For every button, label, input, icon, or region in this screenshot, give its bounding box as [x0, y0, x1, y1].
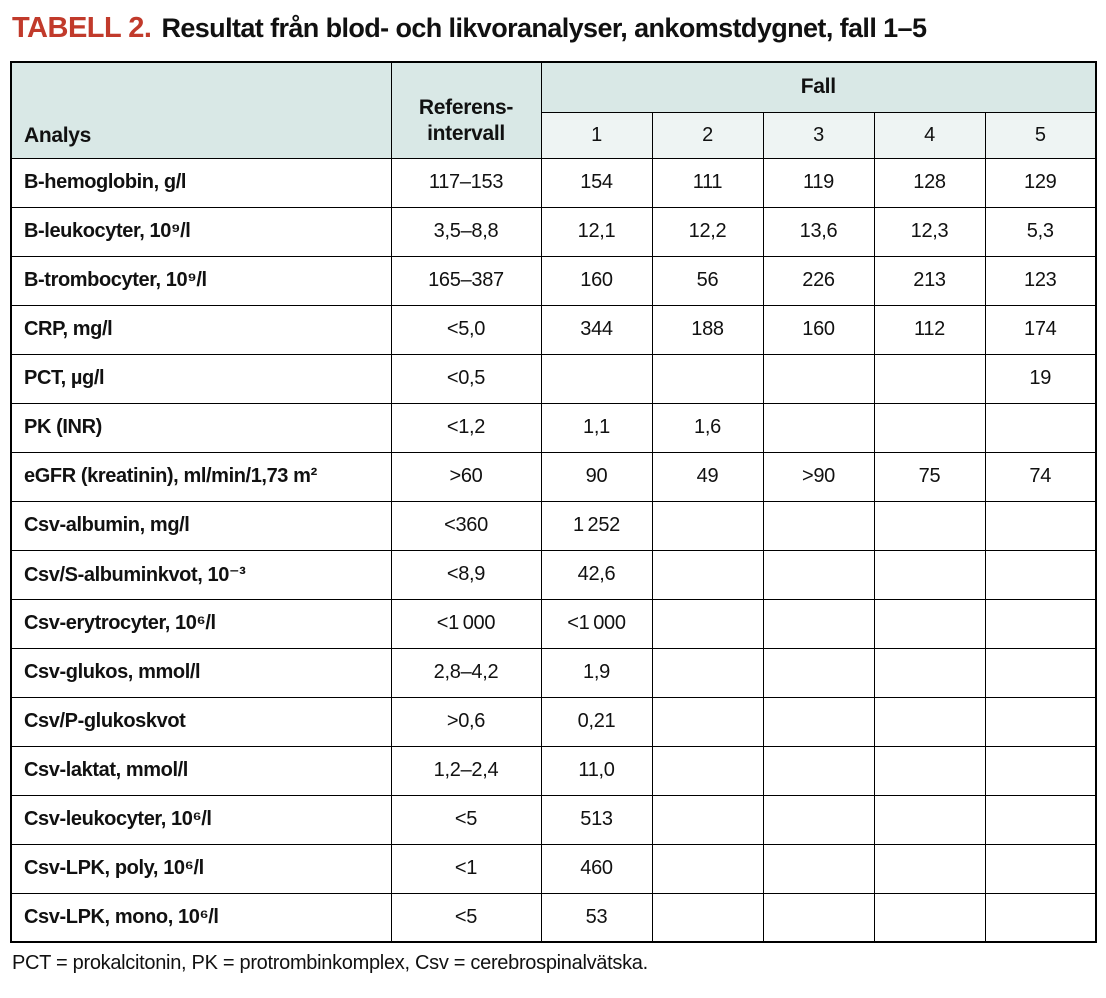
- analysis-name: Csv-leukocyter, 10⁶/l: [11, 795, 391, 844]
- case-3-value: >90: [763, 452, 874, 501]
- analysis-name: Csv-LPK, mono, 10⁶/l: [11, 893, 391, 942]
- case-3-value: [763, 354, 874, 403]
- reference-interval: <5: [391, 795, 541, 844]
- col-header-case-4: 4: [874, 112, 985, 158]
- case-2-value: 49: [652, 452, 763, 501]
- case-3-value: [763, 697, 874, 746]
- case-5-value: [985, 795, 1096, 844]
- case-3-value: [763, 893, 874, 942]
- case-3-value: [763, 795, 874, 844]
- case-2-value: [652, 501, 763, 550]
- referens-line1: Referens-: [418, 96, 514, 119]
- case-4-value: [874, 599, 985, 648]
- case-4-value: [874, 501, 985, 550]
- case-5-value: 174: [985, 305, 1096, 354]
- case-4-value: [874, 746, 985, 795]
- table-row: [11, 256, 1096, 305]
- analysis-name: Csv-albumin, mg/l: [11, 501, 391, 550]
- table-row: [11, 501, 1096, 550]
- case-1-value: 90: [541, 452, 652, 501]
- analysis-name: Csv-glukos, mmol/l: [11, 648, 391, 697]
- case-5-value: [985, 550, 1096, 599]
- table-header: [11, 62, 1096, 158]
- table-row: [11, 648, 1096, 697]
- analysis-name: B-trombocyter, 10⁹/l: [11, 256, 391, 305]
- case-4-value: 128: [874, 158, 985, 207]
- case-2-value: 188: [652, 305, 763, 354]
- case-5-value: [985, 648, 1096, 697]
- table-row: [11, 354, 1096, 403]
- table-row: [11, 207, 1096, 256]
- analysis-name: PK (INR): [11, 403, 391, 452]
- case-2-value: [652, 599, 763, 648]
- reference-interval: <5: [391, 893, 541, 942]
- case-1-value: 1 252: [541, 501, 652, 550]
- case-1-value: 344: [541, 305, 652, 354]
- col-header-case-5: 5: [985, 112, 1096, 158]
- case-3-value: [763, 550, 874, 599]
- case-4-value: [874, 550, 985, 599]
- analysis-name: Csv-LPK, poly, 10⁶/l: [11, 844, 391, 893]
- results-table: [10, 61, 1097, 943]
- case-1-value: [541, 354, 652, 403]
- table-row: [11, 599, 1096, 648]
- table-row: [11, 746, 1096, 795]
- analysis-name: PCT, µg/l: [11, 354, 391, 403]
- case-5-value: 123: [985, 256, 1096, 305]
- case-1-value: 513: [541, 795, 652, 844]
- table-title: [12, 12, 1096, 45]
- reference-interval: 3,5–8,8: [391, 207, 541, 256]
- case-3-value: 119: [763, 158, 874, 207]
- case-4-value: [874, 697, 985, 746]
- case-2-value: [652, 550, 763, 599]
- case-2-value: [652, 697, 763, 746]
- case-4-value: 12,3: [874, 207, 985, 256]
- case-4-value: 213: [874, 256, 985, 305]
- case-2-value: [652, 795, 763, 844]
- table-row: [11, 158, 1096, 207]
- table-row: [11, 452, 1096, 501]
- case-4-value: [874, 648, 985, 697]
- case-1-value: 11,0: [541, 746, 652, 795]
- col-header-analys: Analys: [11, 62, 391, 158]
- table-row: [11, 795, 1096, 844]
- case-4-value: [874, 795, 985, 844]
- case-5-value: [985, 599, 1096, 648]
- case-1-value: 12,1: [541, 207, 652, 256]
- reference-interval: <360: [391, 501, 541, 550]
- reference-interval: <0,5: [391, 354, 541, 403]
- table-body: [11, 158, 1096, 942]
- referens-line2: intervall: [427, 122, 505, 146]
- case-2-value: 56: [652, 256, 763, 305]
- table-row: [11, 844, 1096, 893]
- case-4-value: 75: [874, 452, 985, 501]
- reference-interval: 117–153: [391, 158, 541, 207]
- case-3-value: [763, 403, 874, 452]
- case-1-value: 0,21: [541, 697, 652, 746]
- case-1-value: 1,9: [541, 648, 652, 697]
- case-3-value: [763, 746, 874, 795]
- case-5-value: [985, 501, 1096, 550]
- analysis-name: B-hemoglobin, g/l: [11, 158, 391, 207]
- case-2-value: [652, 893, 763, 942]
- case-1-value: 42,6: [541, 550, 652, 599]
- reference-interval: >60: [391, 452, 541, 501]
- table-row: [11, 893, 1096, 942]
- case-5-value: [985, 697, 1096, 746]
- case-2-value: [652, 648, 763, 697]
- reference-interval: <1: [391, 844, 541, 893]
- analysis-name: B-leukocyter, 10⁹/l: [11, 207, 391, 256]
- case-3-value: [763, 501, 874, 550]
- col-header-fall: Fall: [541, 62, 1096, 112]
- reference-interval: <5,0: [391, 305, 541, 354]
- header-row-top: [11, 62, 1096, 112]
- case-5-value: [985, 893, 1096, 942]
- table-row: [11, 697, 1096, 746]
- case-2-value: 111: [652, 158, 763, 207]
- case-1-value: 1,1: [541, 403, 652, 452]
- reference-interval: >0,6: [391, 697, 541, 746]
- analysis-name: Csv/P-glukoskvot: [11, 697, 391, 746]
- case-3-value: [763, 648, 874, 697]
- reference-interval: <8,9: [391, 550, 541, 599]
- case-4-value: [874, 403, 985, 452]
- table-number-label: TABELL 2.: [12, 12, 152, 44]
- case-1-value: 53: [541, 893, 652, 942]
- col-header-case-3: 3: [763, 112, 874, 158]
- reference-interval: 2,8–4,2: [391, 648, 541, 697]
- case-5-value: [985, 844, 1096, 893]
- case-2-value: 1,6: [652, 403, 763, 452]
- analysis-name: Csv-erytrocyter, 10⁶/l: [11, 599, 391, 648]
- case-4-value: [874, 844, 985, 893]
- col-header-case-2: 2: [652, 112, 763, 158]
- table-row: [11, 550, 1096, 599]
- analysis-name: Csv-laktat, mmol/l: [11, 746, 391, 795]
- case-5-value: 5,3: [985, 207, 1096, 256]
- case-3-value: 160: [763, 305, 874, 354]
- case-3-value: [763, 599, 874, 648]
- col-header-referensintervall: [391, 62, 541, 158]
- case-5-value: [985, 403, 1096, 452]
- case-2-value: [652, 746, 763, 795]
- case-5-value: 74: [985, 452, 1096, 501]
- reference-interval: 165–387: [391, 256, 541, 305]
- case-3-value: 226: [763, 256, 874, 305]
- table-row: [11, 403, 1096, 452]
- table-row: [11, 305, 1096, 354]
- analysis-name: Csv/S-albuminkvot, 10⁻³: [11, 550, 391, 599]
- table-title-text: Resultat från blod- och likvoranalyser, ankomstdygnet, fall 1–5: [161, 13, 927, 43]
- case-5-value: 19: [985, 354, 1096, 403]
- case-4-value: 112: [874, 305, 985, 354]
- case-2-value: 12,2: [652, 207, 763, 256]
- case-5-value: [985, 746, 1096, 795]
- reference-interval: <1 000: [391, 599, 541, 648]
- case-1-value: 460: [541, 844, 652, 893]
- case-1-value: 154: [541, 158, 652, 207]
- case-1-value: 160: [541, 256, 652, 305]
- reference-interval: 1,2–2,4: [391, 746, 541, 795]
- case-1-value: <1 000: [541, 599, 652, 648]
- analysis-name: eGFR (kreatinin), ml/min/1,73 m²: [11, 452, 391, 501]
- case-3-value: 13,6: [763, 207, 874, 256]
- col-header-case-1: 1: [541, 112, 652, 158]
- case-4-value: [874, 354, 985, 403]
- case-3-value: [763, 844, 874, 893]
- reference-interval: <1,2: [391, 403, 541, 452]
- footnote: PCT = prokalcitonin, PK = protrombinkomplex, Csv = cerebrospinalvätska.: [12, 952, 648, 974]
- case-5-value: 129: [985, 158, 1096, 207]
- analysis-name: CRP, mg/l: [11, 305, 391, 354]
- case-2-value: [652, 844, 763, 893]
- case-4-value: [874, 893, 985, 942]
- case-2-value: [652, 354, 763, 403]
